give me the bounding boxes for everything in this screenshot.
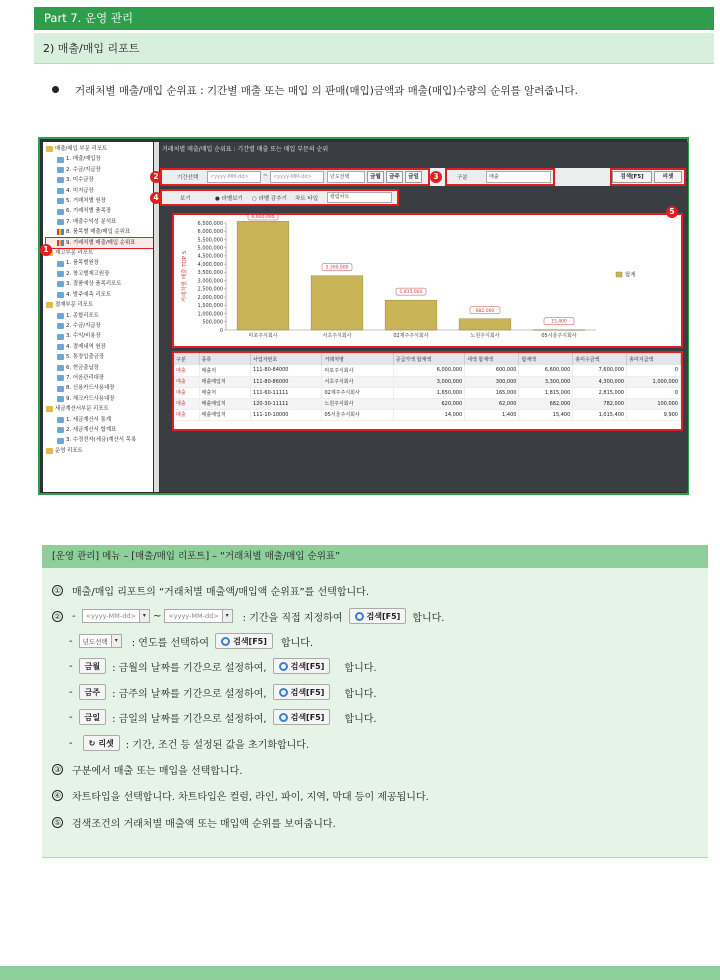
radio-show-text: 라벨보기 <box>221 196 243 202</box>
dropdown-icon: ▾ <box>222 610 232 622</box>
document-icon <box>57 271 64 277</box>
step-2-number: ② <box>52 611 63 622</box>
tree-item[interactable] <box>46 404 153 414</box>
step-2d-text: : 금주의 날짜를 기간으로 설정하여, <box>112 688 267 700</box>
magnifier-icon <box>279 688 288 697</box>
tree-item[interactable] <box>46 383 153 393</box>
tree-item[interactable] <box>46 446 153 456</box>
radio-hide-labels[interactable]: ○ 라벨 감추기 <box>252 196 287 202</box>
table-cell: 매출 <box>174 398 199 409</box>
document-icon <box>57 323 64 329</box>
division-label: 구분 <box>457 175 468 181</box>
tree-item-label: 3. 결품예상 품목리포트 <box>66 281 122 288</box>
table-cell: 매출 <box>174 376 199 387</box>
table-cell: 782,000 <box>573 398 627 409</box>
data-label: 6,600,000 <box>251 215 275 220</box>
dropdown-icon: ▾ <box>139 610 149 622</box>
step-badge-4: 4 <box>150 192 162 204</box>
search-text: 검색[F5] <box>290 661 325 671</box>
dash: - <box>72 610 76 622</box>
tree-item-label: 2. 창고별재고원장 <box>66 270 110 277</box>
tree-item[interactable] <box>46 248 153 258</box>
tree-item-label: 2. 세금계산서 합계표 <box>66 426 117 433</box>
tree-item[interactable] <box>46 342 153 352</box>
to-date-input[interactable]: <yyyy-MM-dd> <box>270 171 324 183</box>
document-icon <box>57 261 64 267</box>
app-screenshot <box>38 137 689 495</box>
table-cell: 620,000 <box>393 398 464 409</box>
document-icon <box>57 375 64 381</box>
view-label: 보기 <box>180 196 191 202</box>
step-2b <box>69 633 313 649</box>
step-2d-end: 합니다. <box>344 688 377 700</box>
table-cell: 서초주식회사 <box>322 376 393 387</box>
table-cell: 매출매입처 <box>199 409 251 420</box>
radio-hide-text: 라벨 감추기 <box>258 196 287 202</box>
step-1-number: ① <box>52 585 63 596</box>
y-tick-label: 0 <box>219 327 223 334</box>
tree-item-label: 7. 어음관리대장 <box>66 374 105 381</box>
y-tick-label: 5,500,000 <box>197 237 223 244</box>
table-header[interactable]: 거래처명 <box>322 353 393 365</box>
year-select[interactable]: 년도선택 <box>327 171 365 183</box>
table-cell: 600,000 <box>465 365 519 376</box>
table-header[interactable]: 종류 <box>199 353 251 365</box>
step-2b-end: 합니다. <box>280 637 314 649</box>
step-1 <box>52 583 369 598</box>
step-4-number: ④ <box>52 790 63 801</box>
reset-button[interactable]: 리셋 <box>654 171 682 183</box>
table-cell: 3,300,000 <box>519 376 573 387</box>
table-cell: 매출매입처 <box>199 376 251 387</box>
table-cell: 1,015,400 <box>573 409 627 420</box>
guide-search-button <box>273 709 331 725</box>
step-2e <box>69 709 377 725</box>
x-tick-label: 02제주주식회사 <box>393 333 429 339</box>
tree-item-label: 결재부문 리포트 <box>55 302 94 309</box>
y-tick-label: 4,500,000 <box>197 253 223 260</box>
y-tick-label: 4,000,000 <box>197 261 223 268</box>
tree-item-label: 4. 미지급장 <box>66 187 94 194</box>
document-icon <box>57 354 64 360</box>
x-tick-label: 노원주식회사 <box>470 333 500 339</box>
guide-from-date <box>82 609 150 623</box>
tree-item-label: 1. 세금계산서 통계 <box>66 416 112 423</box>
step-5-text: 검색조건의 거래처별 매출액 또는 매입액 순위를 보여줍니다. <box>72 819 336 830</box>
table-cell: 9,900 <box>627 409 681 420</box>
step-2c-text: : 금월의 날짜를 기간으로 설정하여, <box>112 662 267 674</box>
magnifier-icon <box>279 662 288 671</box>
guide-day-button: 금일 <box>79 709 106 725</box>
table-cell: 6,600,000 <box>519 365 573 376</box>
table-cell: 노원주식회사 <box>322 398 393 409</box>
tree-item[interactable] <box>46 206 153 216</box>
tree-item-label: 매출/매입 부문 리포트 <box>55 146 108 152</box>
table-cell: 111-60-11111 <box>251 387 322 398</box>
tree-item-label: 8. 신용카드사용대장 <box>66 385 115 392</box>
step-2b-text: : 연도를 선택하여 <box>131 637 210 649</box>
table-cell: 4,300,000 <box>573 376 627 387</box>
tree-item[interactable] <box>46 186 153 196</box>
tree-item[interactable] <box>46 352 153 362</box>
highlight-3 <box>445 168 555 186</box>
document-icon <box>57 157 64 163</box>
document-icon <box>57 219 64 225</box>
guide-title: [운영 관리] 메뉴 – [매출/매입 리포트] – “거래처별 매출/매입 순위표” <box>42 545 708 568</box>
tree-item-label: 9. 체크카드사용대장 <box>66 395 115 402</box>
x-tick-label: 마포주식회사 <box>248 333 278 339</box>
x-tick-label: 서초주식회사 <box>322 333 352 339</box>
tree-item-label: 6. 거래처별 품목장 <box>66 208 112 215</box>
guide-search-button <box>215 633 273 649</box>
radio-show-labels[interactable]: ● 라벨보기 <box>215 196 243 202</box>
table-cell: 매출매입처 <box>199 398 251 409</box>
table-cell: 300,000 <box>465 376 519 387</box>
table-cell: 매출처 <box>199 365 251 376</box>
legend-label: 합계 <box>625 272 636 279</box>
tree-item[interactable] <box>46 227 153 237</box>
year-text: 년도선택 <box>82 637 108 646</box>
chart-icon <box>57 240 64 246</box>
table-cell: 매출 <box>174 365 199 376</box>
tree-item[interactable] <box>46 290 153 300</box>
step-3 <box>52 762 242 777</box>
data-label: 682,000 <box>475 308 495 314</box>
document-icon <box>57 292 64 298</box>
tilde: ~ <box>263 173 268 179</box>
table-cell: 0 <box>627 365 681 376</box>
y-tick-label: 2,500,000 <box>197 286 223 293</box>
search-text: 검색[F5] <box>366 611 401 621</box>
guide-week-button: 금주 <box>79 684 106 700</box>
data-label: 3,300,000 <box>325 265 349 271</box>
magnifier-icon <box>279 713 288 722</box>
table-cell: 7,600,000 <box>573 365 627 376</box>
tree-item[interactable] <box>46 175 153 185</box>
step-4-text: 차트타입을 선택합니다. 차트타입은 컬럼, 라인, 파이, 지역, 막대 등이 제공됩니다. <box>72 792 429 803</box>
table-cell: 1,400 <box>465 409 519 420</box>
document-icon <box>57 209 64 215</box>
document-icon <box>57 417 64 423</box>
step-4 <box>52 788 429 803</box>
tree-item[interactable] <box>46 394 153 404</box>
guide-search-button <box>349 608 407 624</box>
guide-to-date <box>164 609 232 623</box>
table-cell: 120-30-11111 <box>251 398 322 409</box>
y-tick-label: 500,000 <box>202 319 223 326</box>
y-tick-label: 1,000,000 <box>197 311 223 318</box>
tree-item[interactable] <box>46 321 153 331</box>
search-text: 검색[F5] <box>233 636 267 646</box>
table-cell: 1,000,000 <box>627 376 681 387</box>
table-header[interactable]: 공급가액 합계액 <box>393 353 464 365</box>
folder-icon <box>46 448 53 454</box>
tree-item[interactable] <box>46 415 153 425</box>
document-icon <box>57 365 64 371</box>
table-cell: 매출 <box>174 409 199 420</box>
tree-item[interactable] <box>46 269 153 279</box>
magnifier-icon <box>355 612 364 621</box>
table-cell: 14,000 <box>393 409 464 420</box>
document-icon <box>57 427 64 433</box>
table-cell: 111-80-84000 <box>251 365 322 376</box>
step-5 <box>52 815 336 830</box>
chart-type-label: 차트 타입 <box>295 196 319 202</box>
step-badge-1: 1 <box>40 244 52 256</box>
table-header[interactable]: 세액 합계액 <box>465 353 519 365</box>
table-cell: 매출처 <box>199 387 251 398</box>
document-icon <box>57 396 64 402</box>
table-cell: 15,400 <box>519 409 573 420</box>
from-date-input[interactable]: <yyyy-MM-dd> <box>207 171 261 183</box>
tree-item-label: 9. 거래처별 매출/매입 순위표 <box>66 239 136 246</box>
y-axis-label: 거래처별 매출 TOP 5 <box>182 250 188 303</box>
table-cell: 165,000 <box>465 387 519 398</box>
report-panel <box>153 142 688 492</box>
chart-icon <box>57 229 64 235</box>
section-title: 2) 매출/매입 리포트 <box>34 33 714 64</box>
to-date-text: <yyyy-MM-dd> <box>168 612 219 620</box>
division-select[interactable]: 매출 <box>486 171 551 183</box>
footer-bar <box>0 966 720 980</box>
tree-item[interactable] <box>46 217 153 227</box>
magnifier-icon <box>221 637 230 646</box>
table-header[interactable]: 총미지급액 <box>627 353 681 365</box>
table-cell: 62,000 <box>465 398 519 409</box>
step-2f-text: : 기간, 조건 등 설정된 값을 초기화합니다. <box>125 739 310 751</box>
intro-text: 거래처별 매출/매입 순위표 : 기간별 매출 또는 매입 의 판매(매입)금액과 매출(매입)수량의 순위를 알려줍니다. <box>75 85 578 97</box>
y-tick-label: 1,500,000 <box>197 303 223 310</box>
table-header[interactable]: 구분 <box>174 353 199 365</box>
week-button[interactable]: 금주 <box>386 171 403 183</box>
highlight-search <box>610 168 686 186</box>
table-cell: 1,815,000 <box>519 387 573 398</box>
document-icon <box>57 177 64 183</box>
tree-item[interactable] <box>46 311 153 321</box>
tree-item-label: 세금계산서부문 리포트 <box>55 406 109 413</box>
step-badge-3: 3 <box>430 171 442 183</box>
highlight-4 <box>160 189 399 206</box>
y-tick-label: 3,500,000 <box>197 270 223 277</box>
document-icon <box>57 167 64 173</box>
tree-item-label: 운영 리포트 <box>55 447 83 454</box>
document-icon <box>57 198 64 204</box>
search-button[interactable]: 검색[F5] <box>612 171 652 183</box>
document-icon <box>57 386 64 392</box>
dropdown-icon: ▾ <box>111 635 121 647</box>
tree-item[interactable] <box>46 363 153 373</box>
table-cell: 2,815,000 <box>573 387 627 398</box>
step-badge-5: 5 <box>666 206 678 218</box>
document-icon <box>57 438 64 444</box>
guide-search-button <box>273 684 331 700</box>
y-tick-label: 6,000,000 <box>197 229 223 236</box>
data-label: 1,815,000 <box>399 290 423 296</box>
table-cell: 6,000,000 <box>393 365 464 376</box>
table-cell: 마포주식회사 <box>322 365 393 376</box>
document-icon <box>57 281 64 287</box>
tree-item-label: 3. 미수금장 <box>66 177 94 184</box>
table-cell: 02제주주식회사 <box>322 387 393 398</box>
guide-tilde: ~ <box>152 610 162 622</box>
tree-item[interactable] <box>46 154 153 164</box>
tree-item[interactable] <box>46 165 153 175</box>
dash: - <box>69 660 73 672</box>
search-text: 검색[F5] <box>290 687 325 697</box>
step-3-text: 구분에서 매출 또는 매입을 선택합니다. <box>72 766 243 777</box>
table-header[interactable]: 합계액 <box>519 353 573 365</box>
folder-icon <box>46 406 53 412</box>
report-tree[interactable] <box>43 142 153 492</box>
y-tick-label: 6,500,000 <box>197 220 223 227</box>
screen-title: 거래처별 매출/매입 순위표 : 기간별 매출 또는 매입 부문의 순위 <box>162 146 329 153</box>
tree-item-label: 1. 종합리포트 <box>66 312 99 319</box>
step-2e-end: 합니다. <box>344 713 377 725</box>
from-date-text: <yyyy-MM-dd> <box>85 612 136 620</box>
tree-item-label: 3. 수정전자(세금)계산서 목록 <box>66 437 137 444</box>
tree-item-label: 2. 수금/지급장 <box>66 322 101 329</box>
y-tick-label: 2,000,000 <box>197 294 223 301</box>
document-icon <box>57 188 64 194</box>
step-2e-text: : 금일의 날짜를 기간으로 설정하여, <box>112 713 267 725</box>
tree-item-label: 5. 거래처별 원장 <box>66 198 106 205</box>
table-cell: 100,000 <box>627 398 681 409</box>
x-tick-label: 05서울주식회사 <box>541 333 577 339</box>
table-cell: 682,000 <box>519 398 573 409</box>
tree-item[interactable] <box>46 425 153 435</box>
dash: - <box>69 711 73 723</box>
tree-item[interactable] <box>46 144 153 154</box>
folder-icon <box>46 146 53 152</box>
table-cell: 0 <box>627 387 681 398</box>
table-cell: 1,650,000 <box>393 387 464 398</box>
table-cell: 3,000,000 <box>393 376 464 387</box>
step-1-text: 매출/매입 리포트의 “거래처별 매출액/매입액 순위표”를 선택합니다. <box>72 587 369 598</box>
dash: - <box>69 737 73 749</box>
guide-month-button: 금월 <box>79 658 106 674</box>
table-header[interactable]: 사업자번호 <box>251 353 322 365</box>
table-cell: 111-80-86000 <box>251 376 322 387</box>
tree-item[interactable] <box>46 435 153 445</box>
reset-text: 리셋 <box>98 738 114 748</box>
search-text: 검색[F5] <box>290 712 325 722</box>
period-label: 기간선택 <box>177 175 199 181</box>
intro-bullet <box>52 83 712 98</box>
step-2a-text: : 기간을 직접 지정하여 <box>242 612 343 624</box>
step-2d <box>69 684 377 700</box>
table-cell: 매출 <box>174 387 199 398</box>
y-tick-label: 3,000,000 <box>197 278 223 285</box>
month-button[interactable]: 금월 <box>367 171 384 183</box>
data-label: 15,400 <box>551 319 567 325</box>
tree-item-label: 8. 품목별 매출/매입 순위표 <box>66 229 131 236</box>
step-2a <box>52 608 445 624</box>
day-button[interactable]: 금일 <box>405 171 422 183</box>
highlight-5-chart <box>172 213 683 348</box>
table-header[interactable]: 총미수금액 <box>573 353 627 365</box>
tree-item-label: 7. 매출수익성 분석표 <box>66 218 117 225</box>
step-5-number: ⑤ <box>52 817 63 828</box>
step-3-number: ③ <box>52 764 63 775</box>
highlight-2 <box>160 168 430 186</box>
guide-box <box>42 545 708 858</box>
tree-item[interactable] <box>46 196 153 206</box>
highlight-5-table <box>172 351 683 431</box>
step-2f <box>69 735 309 751</box>
step-2c <box>69 658 377 674</box>
table-cell: 05서울주식회사 <box>322 409 393 420</box>
dash: - <box>69 686 73 698</box>
step-2a-end: 합니다. <box>412 612 445 624</box>
step-2c-end: 합니다. <box>344 662 377 674</box>
guide-search-button <box>273 658 331 674</box>
tree-item-label: 1. 매출/매입장 <box>66 156 101 163</box>
tree-item[interactable] <box>46 331 153 341</box>
part-header: Part 7. 운영 관리 <box>34 7 714 30</box>
bullet-icon <box>52 86 59 93</box>
tree-item-label: 4. 결제내역 원장 <box>66 343 106 350</box>
document-icon <box>57 334 64 340</box>
tree-item-label: 4. 발주예측 리포트 <box>66 291 112 298</box>
guide-year-select <box>79 634 122 648</box>
refresh-icon: ↻ <box>88 738 96 748</box>
tree-item-label: 6. 현금출납장 <box>66 364 99 371</box>
tree-item[interactable] <box>46 258 153 268</box>
tree-item-label: 1. 품목별원장 <box>66 260 99 267</box>
tree-item[interactable] <box>46 279 153 289</box>
folder-icon <box>46 302 53 308</box>
tree-item-label: 3. 수익/비용장 <box>66 333 101 340</box>
tree-item-label: 2. 수금/지급장 <box>66 166 101 173</box>
y-tick-label: 5,000,000 <box>197 245 223 252</box>
tree-item[interactable] <box>46 300 153 310</box>
tree-item-label: 재고부문 리포트 <box>55 250 94 257</box>
tree-item[interactable] <box>46 373 153 383</box>
table-cell: 111-10-10000 <box>251 409 322 420</box>
tree-item[interactable] <box>46 238 153 248</box>
guide-reset-button <box>83 735 120 751</box>
dash: - <box>69 635 73 647</box>
tree-item-label: 5. 통장입출금장 <box>66 354 105 361</box>
document-icon <box>57 313 64 319</box>
step-badge-2: 2 <box>150 171 162 183</box>
chart-type-select[interactable]: 컬럼차트 <box>327 192 392 203</box>
document-icon <box>57 344 64 350</box>
